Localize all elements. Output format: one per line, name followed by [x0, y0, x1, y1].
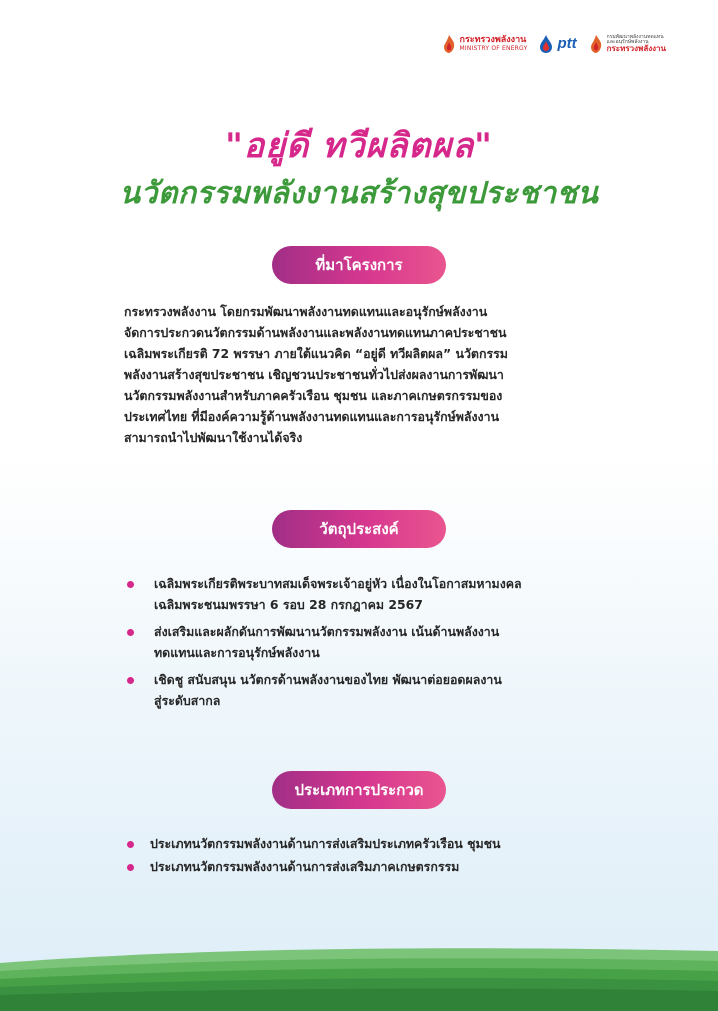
moe-logo-thai: กระทรวงพลังงาน: [459, 35, 527, 46]
list-item: [124, 856, 614, 877]
list-item: [124, 833, 614, 854]
dede-logo-line1: กรมพัฒนาพลังงานทดแทน: [606, 33, 664, 40]
paragraph-line: ประเทศไทย ที่มีองค์ความรู้ด้านพลังงานทดแทนและการอนุรักษ์พลังงาน: [124, 409, 500, 424]
section-heading-objectives: วัตถุประสงค์: [272, 510, 446, 548]
list-item-line: ทดแทนและการอนุรักษ์พลังงาน: [154, 645, 320, 660]
ministry-of-energy-logo: [442, 34, 528, 54]
paragraph-line: กระทรวงพลังงาน โดยกรมพัฒนาพลังงานทดแทนและอนุรักษ์พลังงาน: [124, 304, 488, 319]
poster-title: "อยู่ดี ทวีผลิตผล": [225, 126, 493, 166]
bullet-icon: [127, 629, 134, 636]
categories-list: [124, 833, 614, 879]
paragraph-line: สามารถนำไปพัฒนาใช้งานได้จริง: [124, 430, 303, 445]
paragraph-line: นวัตกรรมพลังงานสำหรับภาคครัวเรือน ชุมชน และภาคเกษตรกรรมของ: [124, 388, 503, 403]
flame-icon: [442, 34, 456, 54]
dede-logo-line2: และอนุรักษ์พลังงาน: [606, 38, 649, 45]
bullet-icon: [127, 864, 134, 871]
header-logos: [442, 34, 667, 54]
ptt-logo: [539, 34, 576, 54]
ptt-drop-icon: [539, 34, 553, 54]
list-item-line: สู่ระดับสากล: [154, 693, 221, 708]
paragraph-line: จัดการประกวดนวัตกรรมด้านพลังงานและพลังงานทดแทนภาคประชาชน: [124, 325, 507, 340]
bullet-icon: [127, 677, 134, 684]
list-item-line: ส่งเสริมและผลักดันการพัฒนานวัตกรรมพลังงาน เน้นด้านพลังงาน: [154, 624, 500, 639]
flame-icon: [589, 34, 603, 54]
bullet-icon: [127, 581, 134, 588]
dede-logo-line3: กระทรวงพลังงาน: [606, 44, 666, 54]
decorative-green-waves: [0, 941, 718, 1011]
section-heading-background: ที่มาโครงการ: [272, 246, 446, 284]
paragraph-line: เฉลิมพระเกียรติ 72 พรรษา ภายใต้แนวคิด “อยู่ดี ทวีผลิตผล” นวัตกรรม: [124, 346, 508, 361]
list-item: [124, 621, 614, 663]
section-heading-categories: ประเภทการประกวด: [272, 771, 446, 809]
background-paragraph: [124, 301, 610, 448]
list-item-line: เชิดชู สนับสนุน นวัตกรด้านพลังงานของไทย พัฒนาต่อยอดผลงาน: [154, 672, 502, 687]
bullet-icon: [127, 841, 134, 848]
list-item-line: เฉลิมพระชนมพรรษา 6 รอบ 28 กรกฎาคม 2567: [154, 597, 423, 612]
list-item: [124, 669, 614, 711]
list-item-line: ประเภทนวัตกรรมพลังงานด้านการส่งเสริมภาคเกษตรกรรม: [150, 859, 460, 874]
dede-logo: [589, 34, 666, 54]
moe-logo-english: MINISTRY OF ENERGY: [459, 44, 528, 52]
paragraph-line: พลังงานสร้างสุขประชาชน เชิญชวนประชาชนทั่วไปส่งผลงานการพัฒนา: [124, 367, 504, 382]
poster-subtitle: นวัตกรรมพลังงานสร้างสุขประชาชน: [119, 176, 599, 211]
objectives-list: [124, 573, 614, 717]
ptt-logo-text: ptt: [557, 35, 577, 53]
list-item: [124, 573, 614, 615]
list-item-line: ประเภทนวัตกรรมพลังงานด้านการส่งเสริมประเภทครัวเรือน ชุมชน: [150, 836, 501, 851]
list-item-line: เฉลิมพระเกียรติพระบาทสมเด็จพระเจ้าอยู่หัว เนื่องในโอกาสมหามงคล: [154, 576, 522, 591]
